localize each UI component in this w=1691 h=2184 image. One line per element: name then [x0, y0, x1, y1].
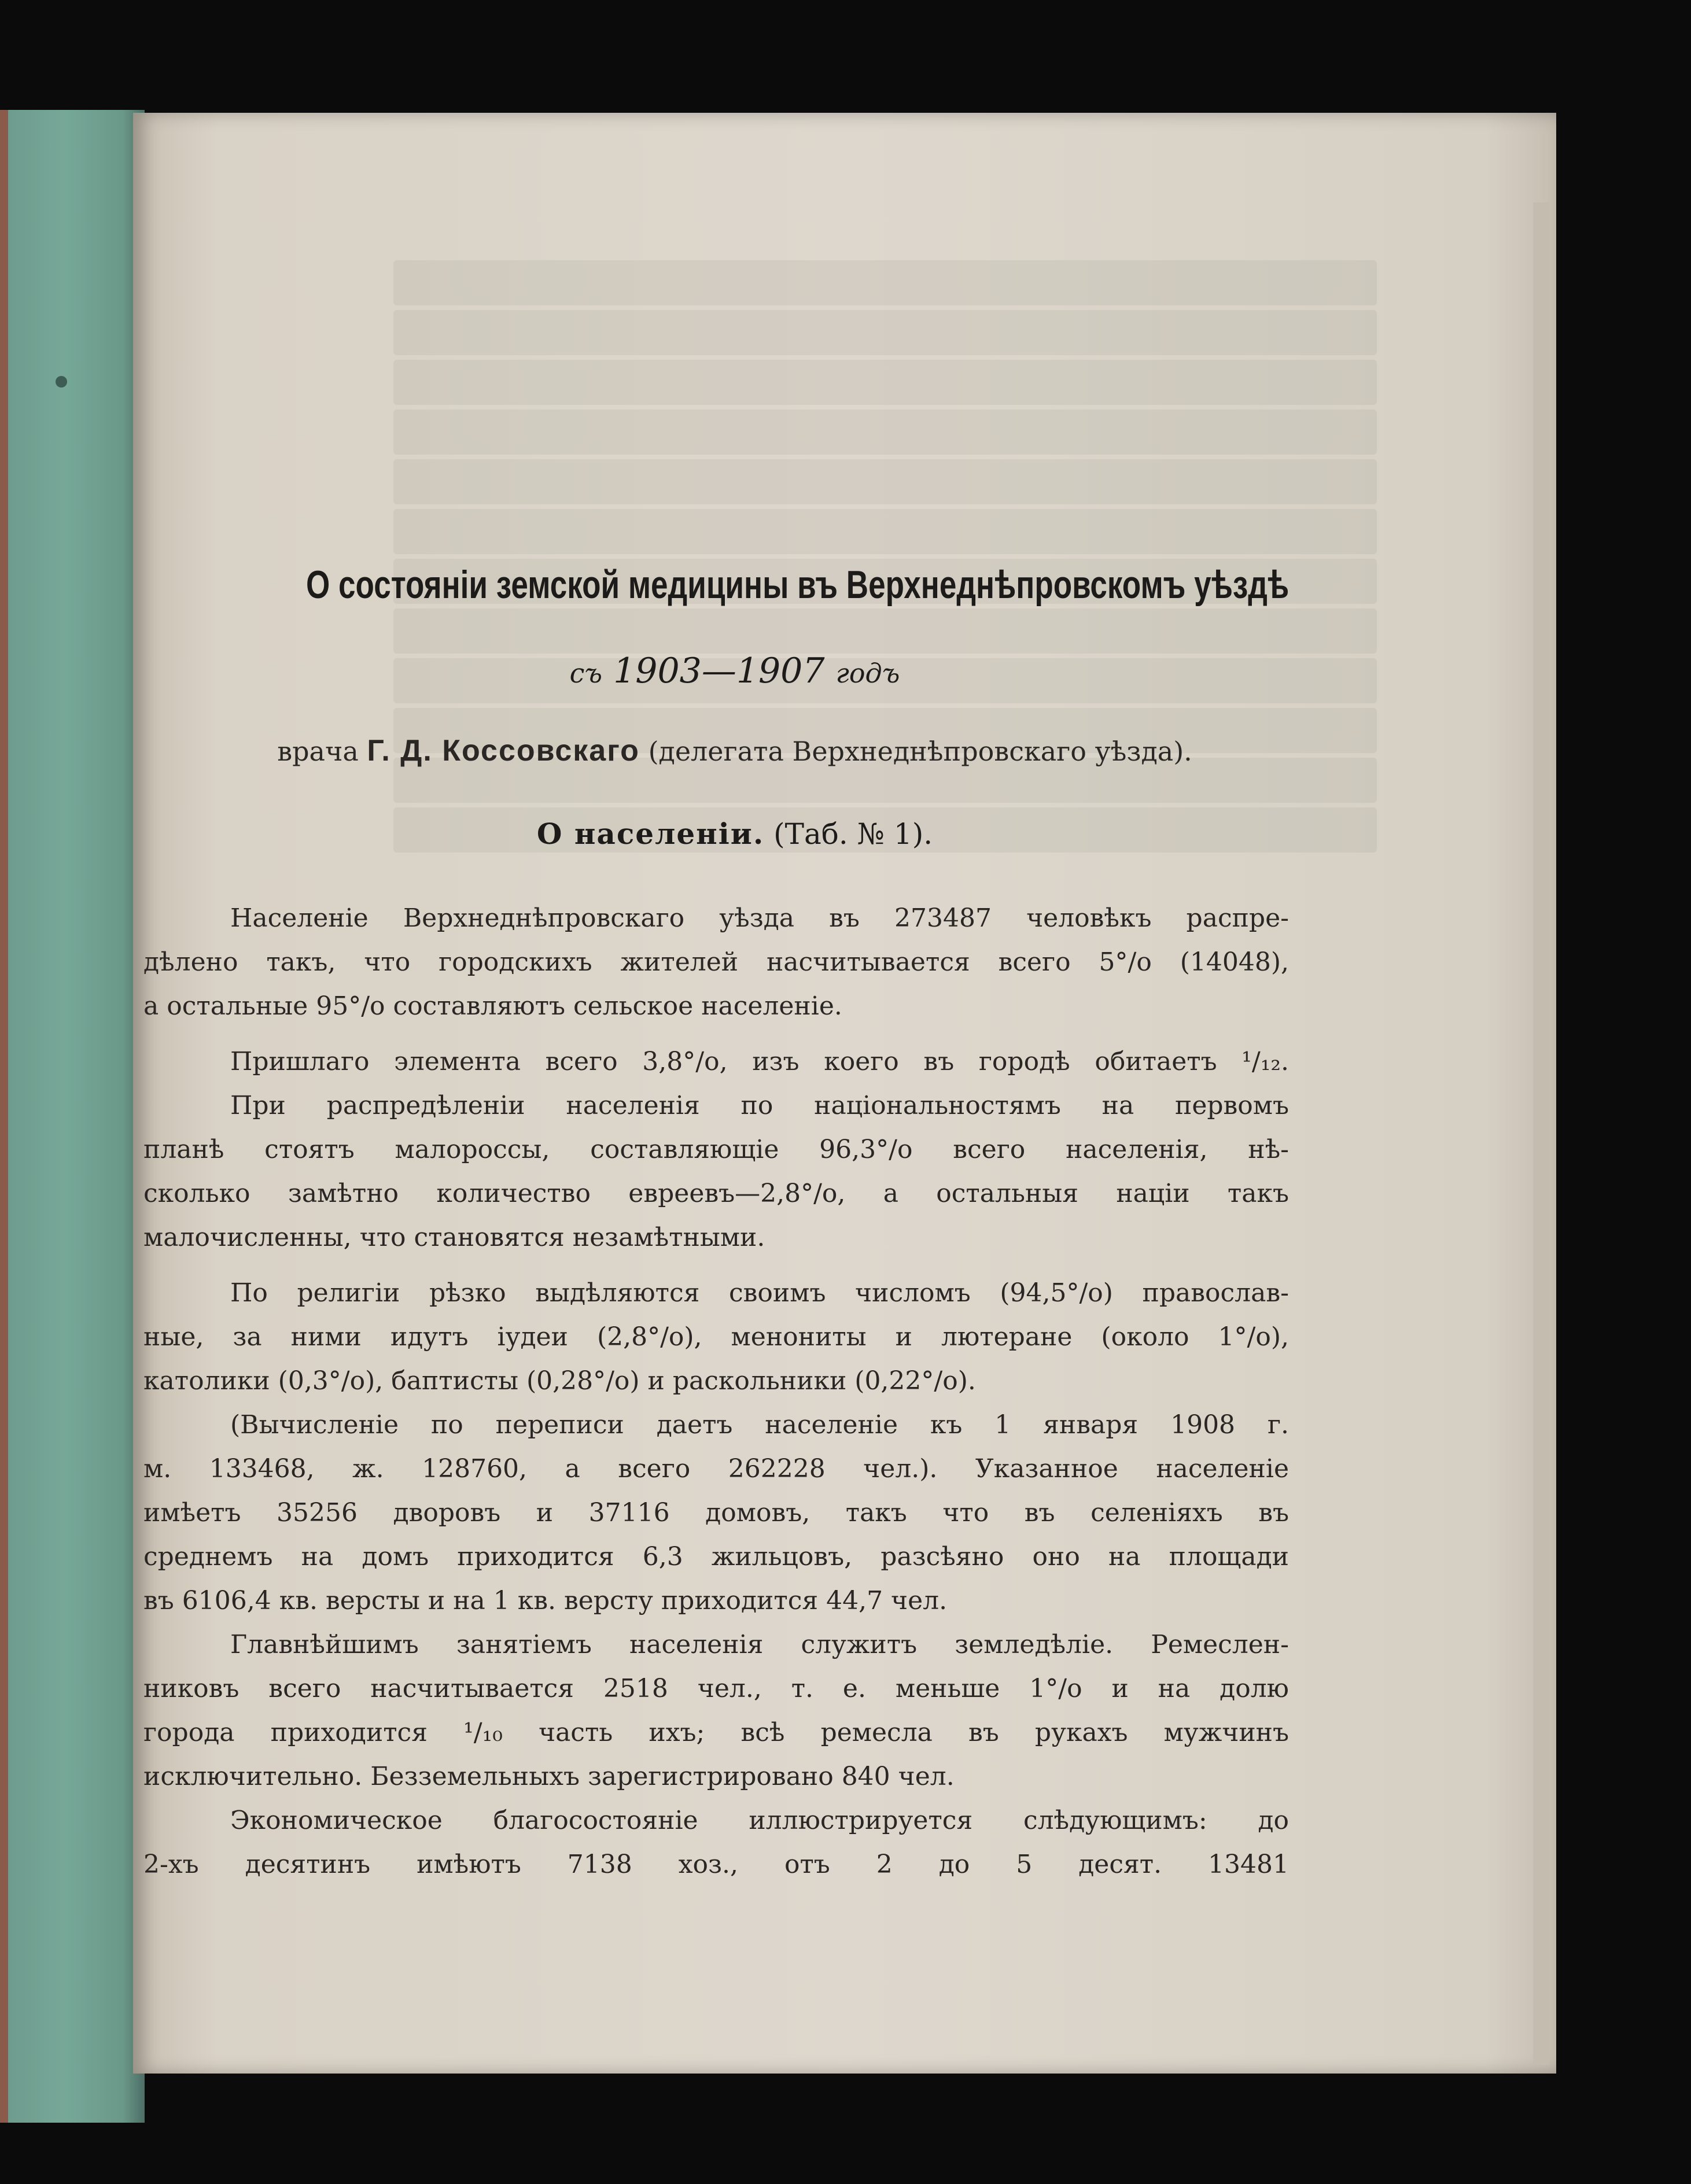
spine-edge [0, 110, 8, 2123]
body-text [143, 897, 1289, 1887]
text-line: планѣ стоятъ малороссы, составляющiе 96,3°/о всего населенiя, нѣ- [143, 1135, 1289, 1164]
paragraph [143, 1271, 1289, 1403]
author-prefix: врача [277, 736, 359, 767]
text-line: м. 133468, ж. 128760, а всего 262228 чел.). Указанное населенiе [143, 1454, 1289, 1484]
text-line: въ 6106,4 кв. версты и на 1 кв. версту приходится 44,7 чел. [143, 1586, 948, 1615]
paragraph [143, 1403, 1289, 1623]
text-line: Экономическое благосостоянiе иллюстрируется слѣдующимъ: до [230, 1806, 1289, 1835]
text-line: При распредѣленiи населенiя по нацiональностямъ на первомъ [230, 1091, 1289, 1120]
text-line: никовъ всего насчитывается 2518 чел., т. е. меньше 1°/о и на долю [143, 1674, 1289, 1703]
text-line: католики (0,3°/о), баптисты (0,28°/о) и раскольники (0,22°/о). [143, 1366, 976, 1396]
subtitle-prefix: съ [569, 658, 603, 689]
text-line: По религiи рѣзко выдѣляются своимъ числомъ (94,5°/о) православ- [230, 1278, 1289, 1308]
text-line: 2-хъ десятинъ имѣютъ 7138 хоз., отъ 2 до 5 десят. 13481 [143, 1850, 1289, 1879]
author-name: Г. Д. Коссовскаго [367, 734, 640, 768]
text-line: малочисленны, что становятся незамѣтными. [143, 1223, 765, 1252]
book-spine [0, 110, 145, 2123]
paragraph [143, 1084, 1289, 1260]
author-line [202, 733, 1267, 768]
text-line: Пришлаго элемента всего 3,8°/о, изъ коего въ городѣ обитаетъ ¹/₁₂. [230, 1047, 1289, 1076]
author-suffix: (делегата Верхнеднѣпровскаго уѣзда). [648, 736, 1192, 767]
text-line: города приходится ¹/₁₀ часть ихъ; всѣ ремесла въ рукахъ мужчинъ [143, 1718, 1289, 1747]
text-line: а остальные 95°/о составляютъ сельское населенiе. [143, 991, 842, 1021]
text-line: среднемъ на домъ приходится 6,3 жильцовъ, разсѣяно оно на площади [143, 1542, 1289, 1571]
text-line: сколько замѣтно количество евреевъ—2,8°/о, а остальныя нацiи такъ [143, 1179, 1289, 1208]
text-line: Главнѣйшимъ занятiемъ населенiя служитъ земледѣлiе. Ремеслен- [230, 1630, 1289, 1659]
paragraph [143, 1799, 1289, 1887]
text-line: имѣетъ 35256 дворовъ и 37116 домовъ, такъ что въ селенiяхъ въ [143, 1498, 1289, 1528]
text-line: ные, за ними идутъ iудеи (2,8°/о), менониты и лютеране (около 1°/о), [143, 1322, 1289, 1352]
document-title: О состоянiи земской медицины въ Верхнеднѣпровскомъ уѣздѣ [306, 563, 1290, 607]
text-line: (Вычисленiе по переписи даетъ населенiе къ 1 января 1908 г. [230, 1410, 1289, 1440]
text-line: Населенiе Верхнеднѣпровскаго уѣзда въ 273487 человѣкъ распре- [230, 903, 1289, 933]
text-line: исключительно. Безземельныхъ зарегистрировано 840 чел. [143, 1762, 955, 1791]
subtitle-years: 1903—1907 [613, 651, 825, 691]
spine-mark [56, 376, 67, 388]
paragraph [143, 897, 1289, 1028]
document-subtitle [405, 651, 1064, 691]
paragraph [143, 1623, 1289, 1799]
section-table-ref: (Таб. № 1). [773, 817, 933, 851]
subtitle-suffix: годъ [835, 658, 900, 689]
text-line: дѣлено такъ, что городскихъ жителей насчитывается всего 5°/о (14048), [143, 947, 1289, 977]
section-heading [289, 817, 1180, 851]
paragraph [143, 1040, 1289, 1084]
page-edge [1533, 202, 1549, 2065]
section-title: О населенiи. [536, 817, 765, 851]
